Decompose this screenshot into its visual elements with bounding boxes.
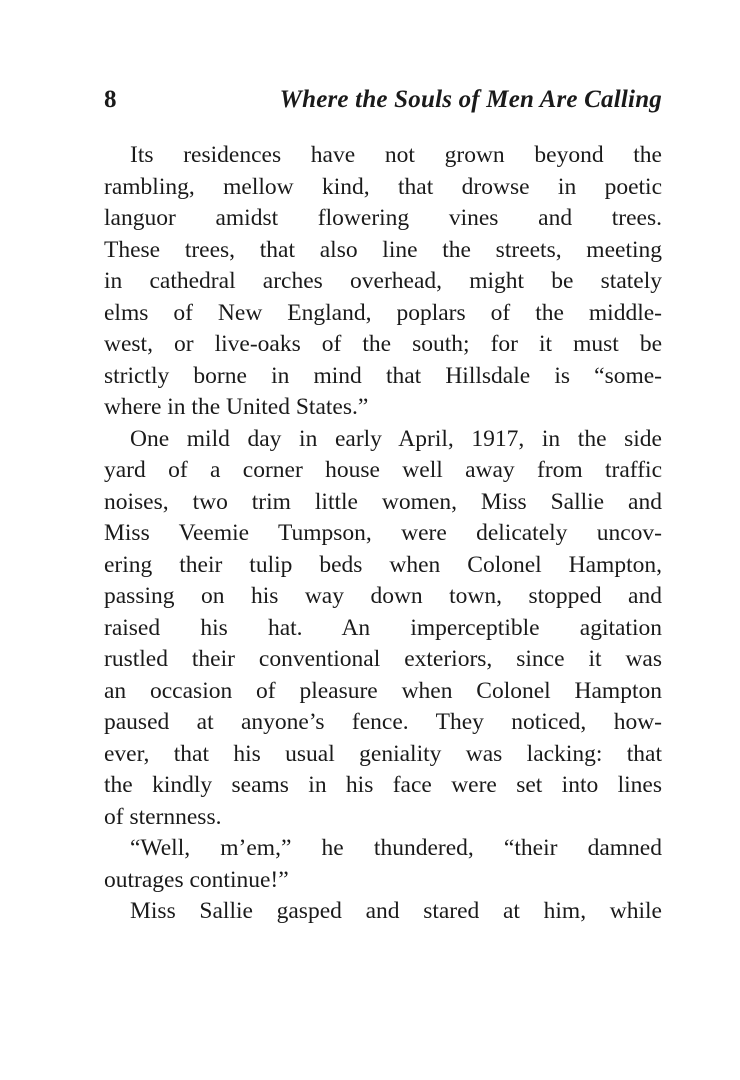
text-line: ever, that his usual geniality was lacking: that bbox=[104, 740, 662, 767]
text-line: One mild day in early April, 1917, in the side bbox=[130, 425, 662, 452]
text-line: languor amidst flowering vines and trees. bbox=[104, 205, 662, 231]
text-line: where in the United States.” bbox=[104, 394, 369, 420]
text-line: passing on his way down town, stopped and bbox=[104, 583, 662, 609]
text-line: west, or live-oaks of the south; for it must be bbox=[104, 331, 662, 357]
running-title: Where the Souls of Men Are Calling bbox=[279, 86, 662, 113]
paragraph bbox=[104, 896, 662, 928]
text-line: in cathedral arches overhead, might be stately bbox=[104, 268, 662, 294]
text-line: rustled their conventional exteriors, since it was bbox=[104, 646, 662, 672]
text-line: paused at anyone’s fence. They noticed, how- bbox=[104, 709, 662, 735]
text-line: elms of New England, poplars of the middle- bbox=[104, 299, 662, 326]
text-line: These trees, that also line the streets, meeting bbox=[104, 236, 662, 263]
text-line: Its residences have not grown beyond the bbox=[130, 142, 662, 168]
running-head bbox=[104, 86, 662, 124]
text-line: strictly borne in mind that Hillsdale is “some- bbox=[104, 362, 662, 389]
paragraph bbox=[104, 140, 662, 424]
page-number: 8 bbox=[104, 86, 117, 113]
text-line: outrages continue!” bbox=[104, 866, 289, 893]
text-line: “Well, m’em,” he thundered, “their damned bbox=[130, 835, 662, 861]
paragraph bbox=[104, 833, 662, 896]
text-line: an occasion of pleasure when Colonel Hampton bbox=[104, 677, 662, 704]
text-line: noises, two trim little women, Miss Sallie and bbox=[104, 488, 662, 515]
text-line: ering their tulip beds when Colonel Hampton, bbox=[104, 551, 662, 578]
text-line: Miss Veemie Tumpson, were delicately uncov- bbox=[104, 520, 662, 546]
body-text bbox=[104, 140, 662, 928]
text-line: raised his hat. An imperceptible agitation bbox=[104, 614, 662, 641]
text-line: yard of a corner house well away from traffic bbox=[104, 457, 662, 483]
text-line: of sternness. bbox=[104, 803, 222, 830]
book-page bbox=[104, 86, 662, 928]
paragraph bbox=[104, 424, 662, 834]
text-line: Miss Sallie gasped and stared at him, while bbox=[130, 898, 662, 924]
text-line: rambling, mellow kind, that drowse in poetic bbox=[104, 173, 662, 200]
text-line: the kindly seams in his face were set into lines bbox=[104, 772, 662, 798]
